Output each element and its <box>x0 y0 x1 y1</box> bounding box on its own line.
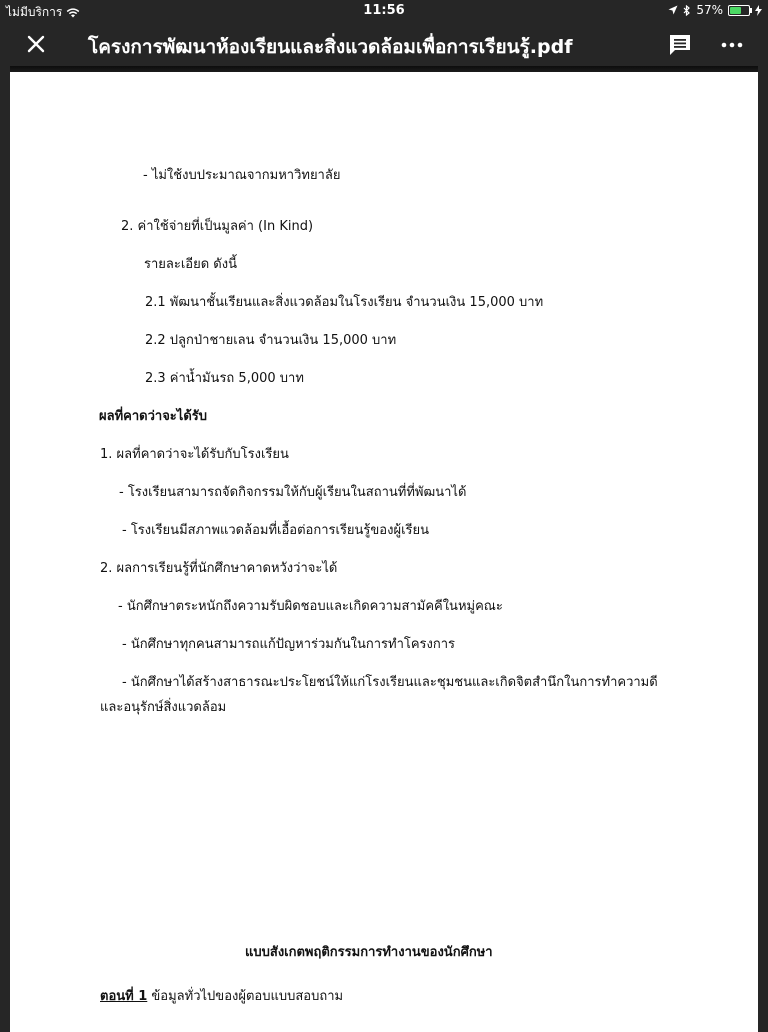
text-line: - นักศึกษาได้สร้างสาธารณะประโยชน์ให้แก่โรงเรียนและชุมชนและเกิดจิตสำนึกในการทำความดี <box>122 675 658 690</box>
pdf-page[interactable] <box>10 72 758 1032</box>
more-options-button[interactable] <box>718 32 746 58</box>
charging-bolt-icon <box>755 5 762 16</box>
text-line: 2. ผลการเรียนรู้ที่นักศึกษาคาดหวังว่าจะได้ <box>100 561 338 576</box>
text-line: - โรงเรียนมีสภาพแวดล้อมที่เอื้อต่อการเรียนรู้ของผู้เรียน <box>122 523 430 538</box>
status-bar <box>0 0 768 22</box>
text-line: 1. ผลที่คาดว่าจะได้รับกับโรงเรียน <box>100 447 289 462</box>
text-line: และอนุรักษ์สิ่งแวดล้อม <box>100 700 227 715</box>
text-line: 2.3 ค่าน้ำมันรถ 5,000 บาท <box>145 371 304 386</box>
part-text: ข้อมูลทั่วไปของผู้ตอบแบบสอบถาม <box>147 989 344 1004</box>
close-icon <box>22 30 50 58</box>
part-heading <box>100 985 343 1006</box>
comment-icon <box>667 32 693 58</box>
text-line: 2.1 พัฒนาชั้นเรียนและสิ่งแวดล้อมในโรงเรียน จำนวนเงิน 15,000 บาท <box>145 295 544 310</box>
text-line: - โรงเรียนสามารถจัดกิจกรรมให้กับผู้เรียนในสถานที่ที่พัฒนาได้ <box>119 485 467 500</box>
text-line: 2. ค่าใช้จ่ายที่เป็นมูลค่า (In Kind) <box>121 219 314 234</box>
battery-icon <box>728 5 750 16</box>
text-line: 2.2 ปลูกป่าชายเลน จำนวนเงิน 15,000 บาท <box>145 333 397 348</box>
part-label: ตอนที่ 1 <box>100 989 148 1004</box>
close-button[interactable] <box>22 30 50 58</box>
location-arrow-icon <box>668 5 678 15</box>
text-line: - นักศึกษาตระหนักถึงความรับผิดชอบและเกิดความสามัคคีในหมู่คณะ <box>118 599 503 614</box>
comment-button[interactable] <box>667 32 693 58</box>
battery-percent: 57% <box>696 3 723 17</box>
more-dots-icon <box>718 32 746 58</box>
section-heading: ผลที่คาดว่าจะได้รับ <box>99 409 208 424</box>
text-line: รายละเอียด ดังนี้ <box>144 257 237 272</box>
carrier-label: ไม่มีบริการ <box>6 5 63 19</box>
bluetooth-icon <box>683 5 691 16</box>
text-line: - นักศึกษาทุกคนสามารถแก้ปัญหาร่วมกันในการทำโครงการ <box>122 637 456 652</box>
clock: 11:56 <box>363 3 405 18</box>
form-title: แบบสังเกตพฤติกรรมการทำงานของนักศึกษา <box>245 945 493 960</box>
toolbar <box>0 22 768 66</box>
document-title: โครงการพัฒนาห้องเรียนและสิ่งแวดล้อมเพื่อการเรียนรู้.pdf <box>88 36 573 58</box>
text-line: - ไม่ใช้งบประมาณจากมหาวิทยาลัย <box>143 168 341 183</box>
